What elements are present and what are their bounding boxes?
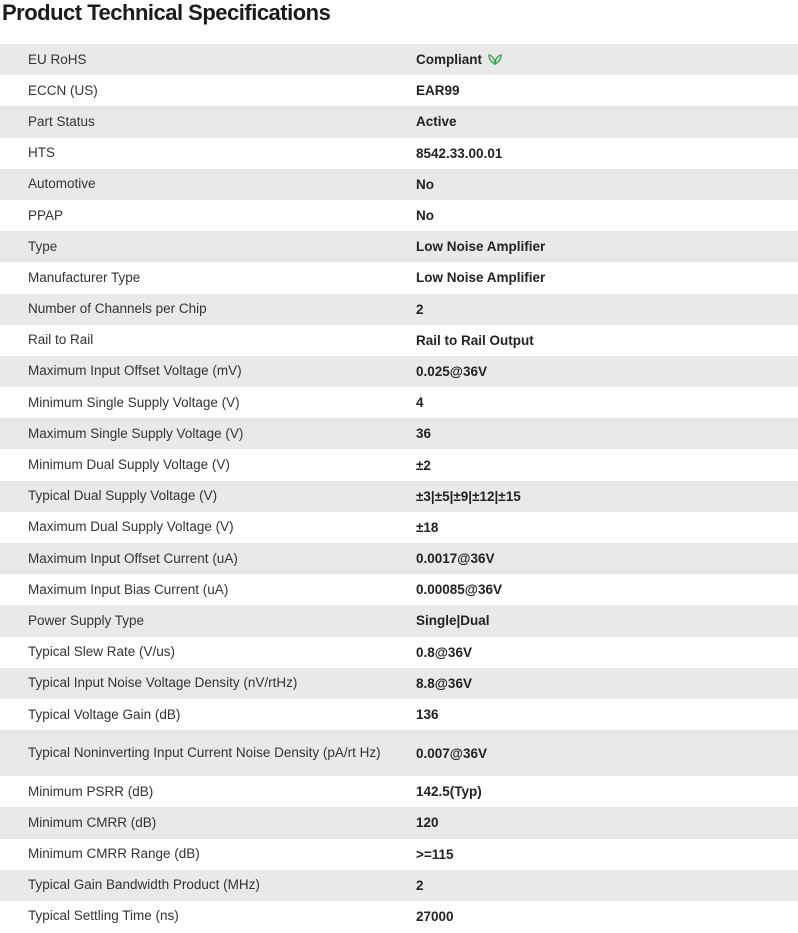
table-row (0, 699, 798, 730)
spec-value: No (416, 208, 434, 224)
table-row (0, 605, 798, 636)
table-row (0, 138, 798, 169)
spec-value: 8542.33.00.01 (416, 145, 503, 161)
spec-label: HTS (28, 145, 55, 161)
spec-label: Rail to Rail (28, 332, 94, 348)
spec-value: 136 (416, 707, 439, 723)
spec-value: 0.0017@36V (416, 551, 495, 567)
spec-value-cell (416, 44, 798, 75)
spec-label: Typical Settling Time (ns) (28, 908, 179, 924)
table-row (0, 449, 798, 480)
spec-value: Low Noise Amplifier (416, 239, 546, 255)
table-row (0, 901, 798, 932)
spec-label: Power Supply Type (28, 612, 145, 628)
spec-value: 0.00085@36V (416, 582, 502, 598)
spec-value: 36 (416, 426, 432, 442)
spec-value: Compliant (416, 51, 482, 67)
spec-label: Minimum PSRR (dB) (28, 783, 154, 799)
spec-value: 27000 (416, 908, 454, 924)
spec-label: Typical Slew Rate (V/us) (28, 644, 176, 660)
spec-label: ECCN (US) (28, 82, 98, 98)
spec-value: >=115 (416, 846, 454, 862)
spec-label: Maximum Input Offset Current (uA) (28, 550, 238, 566)
table-row (0, 730, 798, 776)
table-row (0, 668, 798, 699)
table-row (0, 200, 798, 231)
table-row (0, 44, 798, 75)
table-row (0, 807, 798, 838)
spec-label: PPAP (28, 207, 64, 223)
table-row (0, 870, 798, 901)
spec-value: 8.8@36V (416, 675, 472, 691)
table-row (0, 231, 798, 262)
table-row (0, 418, 798, 449)
table-row (0, 387, 798, 418)
table-row (0, 262, 798, 293)
table-row (0, 106, 798, 137)
spec-label: Typical Gain Bandwidth Product (MHz) (28, 877, 260, 893)
table-row (0, 481, 798, 512)
table-row (0, 169, 798, 200)
table-row (0, 512, 798, 543)
spec-value: ±3|±5|±9|±12|±15 (416, 488, 521, 504)
table-row (0, 776, 798, 807)
table-row (0, 637, 798, 668)
spec-label: Maximum Input Offset Voltage (mV) (28, 363, 242, 379)
spec-table (0, 44, 798, 932)
spec-value: 0.025@36V (416, 363, 487, 379)
spec-value: Active (416, 114, 457, 130)
spec-label: Part Status (28, 113, 95, 129)
spec-value: 4 (416, 395, 424, 411)
table-row (0, 543, 798, 574)
spec-label: Type (28, 238, 58, 254)
table-row (0, 75, 798, 106)
spec-value: 0.007@36V (416, 745, 487, 761)
spec-label: Typical Voltage Gain (dB) (28, 706, 181, 722)
spec-label: Typical Input Noise Voltage Density (nV/rtHz) (28, 675, 298, 691)
spec-label: Automotive (28, 176, 96, 192)
spec-label: Minimum Single Supply Voltage (V) (28, 394, 240, 410)
spec-value: ±2 (416, 457, 431, 473)
spec-value: EAR99 (416, 83, 460, 99)
spec-label: Maximum Single Supply Voltage (V) (28, 425, 244, 441)
table-row (0, 294, 798, 325)
spec-label: Manufacturer Type (28, 269, 141, 285)
spec-value: Low Noise Amplifier (416, 270, 546, 286)
spec-value: 2 (416, 877, 424, 893)
spec-value: 142.5(Typ) (416, 784, 482, 800)
spec-label: EU RoHS (28, 51, 87, 67)
spec-label: Typical Dual Supply Voltage (V) (28, 488, 218, 504)
spec-value: 0.8@36V (416, 644, 472, 660)
spec-label: Minimum CMRR (dB) (28, 814, 157, 830)
spec-label: Typical Noninverting Input Current Noise Density (pA/rt Hz) (28, 745, 381, 761)
table-row (0, 574, 798, 605)
page-title: Product Technical Specifications (2, 0, 331, 25)
spec-label: Minimum CMRR Range (dB) (28, 846, 200, 862)
spec-value: 120 (416, 815, 439, 831)
table-row (0, 325, 798, 356)
table-row (0, 839, 798, 870)
spec-label: Minimum Dual Supply Voltage (V) (28, 457, 230, 473)
spec-value: ±18 (416, 519, 439, 535)
spec-value: Rail to Rail Output (416, 332, 534, 348)
spec-value: 2 (416, 301, 424, 317)
spec-value: No (416, 176, 434, 192)
spec-label: Maximum Dual Supply Voltage (V) (28, 519, 234, 535)
leaf-icon (488, 53, 502, 68)
spec-label: Number of Channels per Chip (28, 301, 207, 317)
table-row (0, 356, 798, 387)
spec-value: Single|Dual (416, 613, 490, 629)
spec-label: Maximum Input Bias Current (uA) (28, 581, 229, 597)
